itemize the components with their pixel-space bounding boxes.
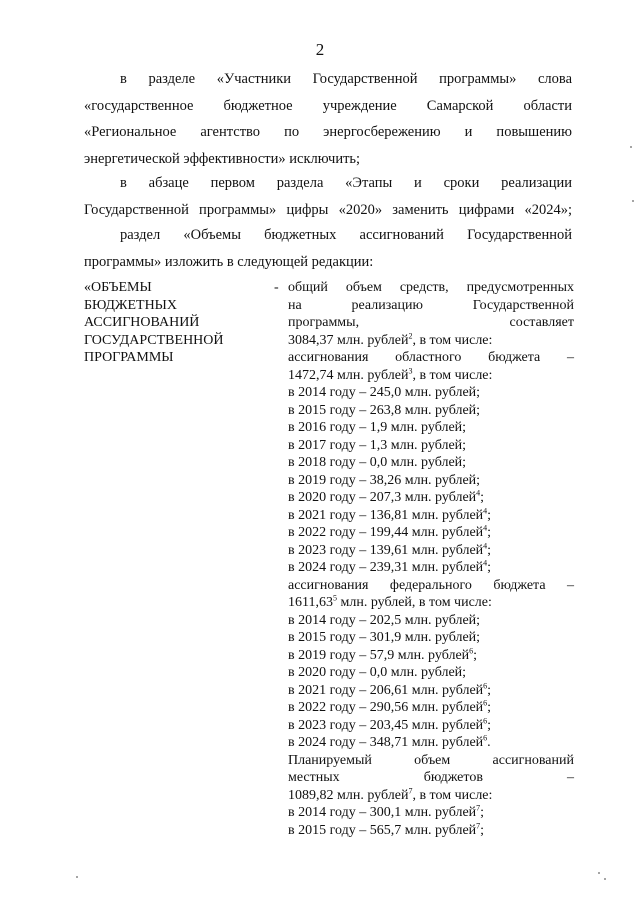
heading-line: АССИГНОВАНИЙ: [84, 315, 200, 330]
scan-speck: [598, 872, 600, 874]
budget-line-text: на реализацию Государственной: [288, 297, 574, 313]
budget-line-suffix: ;: [473, 647, 478, 663]
budget-line-suffix: ;: [487, 682, 492, 698]
budget-line-suffix: млн. рублей, в том числе:: [336, 595, 492, 610]
budget-line-text: в 2015 году – 565,7 млн. рублей: [288, 822, 477, 838]
text-line: «Региональное агентство по энергосбережению и повышению: [84, 124, 572, 140]
budget-line: [288, 367, 574, 385]
heading-line: ГОСУДАРСТВЕННОЙ: [84, 332, 224, 348]
budget-line-text: в 2024 году – 348,71 млн. рублей: [288, 735, 484, 750]
budget-line-text: в 2014 году – 245,0 млн. рублей;: [288, 385, 481, 400]
budget-line-suffix: ;: [487, 700, 492, 715]
page-number: 2: [315, 40, 325, 59]
section-dash: -: [274, 280, 279, 295]
budget-line: [288, 349, 574, 367]
paragraph-volumes: [84, 222, 572, 275]
budget-line: [288, 629, 574, 647]
scan-speck: [630, 146, 632, 148]
footnote-ref: 6: [483, 733, 488, 743]
budget-line-suffix: , в том числе:: [412, 332, 493, 348]
budget-line-suffix: ;: [487, 542, 492, 558]
footnote-ref: 6: [483, 698, 488, 708]
budget-line-text: в 2022 году – 199,44 млн. рублей: [288, 525, 484, 540]
budget-line-suffix: ;: [480, 805, 485, 820]
budget-line: [288, 297, 574, 315]
footnote-ref: 6: [469, 645, 474, 655]
budget-line-text: ассигнования федерального бюджета –: [288, 577, 574, 593]
budget-line: [288, 647, 574, 665]
footnote-ref: 4: [483, 558, 488, 568]
budget-line-suffix: ;: [487, 560, 492, 575]
budget-line-text: ассигнования областного бюджета –: [288, 350, 574, 365]
budget-line-text: в 2021 году – 136,81 млн. рублей: [288, 507, 484, 523]
budget-line-text: 3084,37 млн. рублей: [288, 332, 409, 348]
budget-line: [288, 804, 574, 822]
budget-line: [288, 402, 574, 420]
scan-speck: [76, 876, 78, 878]
footnote-ref: 4: [483, 523, 488, 533]
scan-speck: [604, 878, 606, 880]
budget-line: [288, 454, 574, 472]
text-line: «государственное бюджетное учреждение Самарской области: [84, 97, 572, 114]
footnote-ref: 4: [483, 540, 488, 550]
budget-line: [288, 279, 574, 297]
budget-line: [288, 717, 574, 735]
footnote-ref: 7: [408, 785, 413, 795]
paragraph-participants: [84, 66, 572, 172]
budget-line: [288, 559, 574, 577]
budget-line-text: в 2018 году – 0,0 млн. рублей;: [288, 455, 467, 470]
budget-line-text: Планируемый объем ассигнований: [288, 752, 574, 768]
scan-speck: [632, 200, 634, 202]
budget-line-text: 1611,63: [288, 595, 333, 610]
footnote-ref: 7: [476, 820, 481, 830]
budget-line: [288, 314, 574, 332]
footnote-ref: 4: [476, 488, 481, 498]
budget-line-text: в 2016 году – 1,9 млн. рублей;: [288, 420, 467, 435]
budget-line-text: общий объем средств, предусмотренных: [288, 280, 574, 295]
text-line: в разделе «Участники Государственной программы» слова: [120, 71, 572, 87]
budget-line-text: в 2023 году – 139,61 млн. рублей: [288, 542, 484, 558]
budget-line: [288, 437, 574, 455]
budget-line: [288, 752, 574, 770]
budget-line: [288, 472, 574, 490]
budget-line: [288, 384, 574, 402]
budget-line: [288, 507, 574, 525]
footnote-ref: 6: [483, 680, 488, 690]
footnote-ref: 5: [332, 593, 337, 603]
budget-line-text: в 2023 году – 203,45 млн. рублей: [288, 717, 484, 733]
budget-line-suffix: , в том числе:: [412, 367, 493, 383]
budget-line: [288, 542, 574, 560]
budget-line-suffix: .: [487, 735, 491, 750]
heading-line: ПРОГРАММЫ: [84, 350, 174, 365]
footnote-ref: 3: [408, 365, 413, 375]
budget-line-text: программы, составляет: [288, 315, 574, 330]
text-line: программы» изложить в следующей редакции:: [84, 253, 374, 270]
budget-line-text: в 2022 году – 290,56 млн. рублей: [288, 700, 484, 715]
budget-line-text: в 2020 году – 0,0 млн. рублей;: [288, 665, 467, 680]
budget-line-text: в 2019 году – 38,26 млн. рублей;: [288, 472, 481, 488]
budget-line-text: в 2015 году – 263,8 млн. рублей;: [288, 402, 481, 418]
section-heading: [84, 279, 262, 367]
budget-line-suffix: ;: [480, 822, 485, 838]
budget-line-text: 1472,74 млн. рублей: [288, 367, 409, 383]
budget-line-text: местных бюджетов –: [288, 770, 574, 785]
budget-line-text: в 2014 году – 202,5 млн. рублей;: [288, 612, 481, 628]
budget-line: [288, 594, 574, 612]
budget-line-text: в 2017 году – 1,3 млн. рублей;: [288, 437, 467, 453]
footnote-ref: 4: [483, 505, 488, 515]
budget-line: [288, 664, 574, 682]
budget-line-text: в 2021 году – 206,61 млн. рублей: [288, 682, 484, 698]
budget-line-text: в 2014 году – 300,1 млн. рублей: [288, 805, 477, 820]
budget-line-text: в 2020 году – 207,3 млн. рублей: [288, 490, 477, 505]
heading-line: БЮДЖЕТНЫХ: [84, 297, 178, 313]
budget-line-text: в 2024 году – 239,31 млн. рублей: [288, 560, 484, 575]
budget-line: [288, 787, 574, 805]
text-line: Государственной программы» цифры «2020» заменить цифрами «2024»;: [84, 201, 572, 218]
text-line: в абзаце первом раздела «Этапы и сроки реализации: [120, 175, 572, 191]
budget-line-text: в 2015 году – 301,9 млн. рублей;: [288, 630, 481, 645]
budget-line-suffix: ;: [480, 490, 485, 505]
text-line: раздел «Объемы бюджетных ассигнований Государственной: [120, 227, 572, 243]
budget-line: [288, 822, 574, 840]
budget-line: [288, 524, 574, 542]
budget-line: [288, 769, 574, 787]
budget-line: [288, 699, 574, 717]
budget-line: [288, 612, 574, 630]
budget-line-suffix: ;: [487, 525, 492, 540]
budget-line: [288, 489, 574, 507]
budget-line: [288, 332, 574, 350]
budget-line: [288, 734, 574, 752]
footnote-ref: 6: [483, 715, 488, 725]
footnote-ref: 2: [408, 330, 413, 340]
budget-line: [288, 577, 574, 595]
budget-line-text: 1089,82 млн. рублей: [288, 787, 409, 803]
budget-line-suffix: , в том числе:: [412, 787, 493, 803]
budget-line-suffix: ;: [487, 507, 492, 523]
paragraph-stages: [84, 170, 572, 223]
footnote-ref: 7: [476, 803, 481, 813]
budget-line-suffix: ;: [487, 717, 492, 733]
budget-line-text: в 2019 году – 57,9 млн. рублей: [288, 647, 470, 663]
text-line: энергетической эффективности» исключить;: [84, 150, 361, 167]
heading-line: «ОБЪЕМЫ: [84, 280, 152, 295]
section-body: [288, 279, 574, 839]
budget-line: [288, 682, 574, 700]
budget-line: [288, 419, 574, 437]
